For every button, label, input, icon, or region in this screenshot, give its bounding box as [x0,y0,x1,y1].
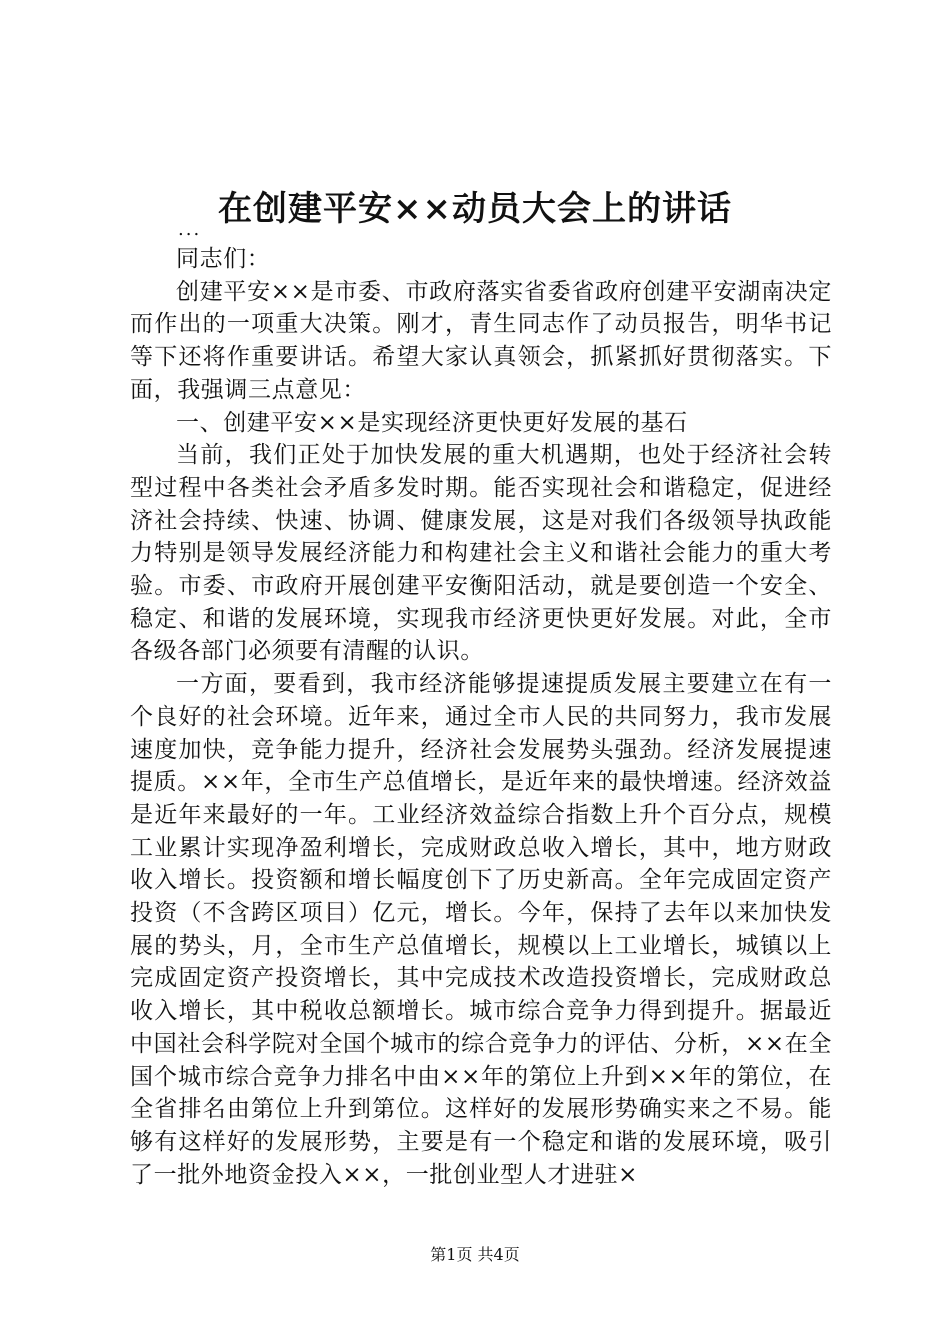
document-body [130,243,832,1191]
body-paragraph: 一方面，要看到，我市经济能够提速提质发展主要建立在有一个良好的社会环境。近年来，通过全市人民的共同努力，我市发展速度加快，竞争能力提升，经济社会发展势头强劲。经济发展提速提质。××年，全市生产总值增长，是近年来的最快增速。经济效益是近年来最好的一年。工业经济效益综合指数上升个百分点，规模工业累计实现净盈利增长，完成财政总收入增长，其中，地方财政收入增长。投资额和增长幅度创下了历史新高。全年完成固定资产投资（不含跨区项目）亿元，增长。今年，保持了去年以来加快发展的势头，月，全市生产总值增长，规模以上工业增长，城镇以上完成固定资产投资增长，其中完成技术改造投资增长，完成财政总收入增长，其中税收总额增长。城市综合竞争力得到提升。据最近中国社会科学院对全国个城市的综合竞争力的评估、分析，××在全国个城市综合竞争力排名中由××年的第位上升到××年的第位，在全省排名由第位上升到第位。这样好的发展形势确实来之不易。能够有这样好的发展形势，主要是有一个稳定和谐的发展环境，吸引了一批外地资金投入××，一批创业型人才进驻× [130,671,832,1188]
page-number-footer: 第1页 共4页 [430,1245,520,1264]
ellipsis-mark: ... [178,219,202,240]
document-title: 在创建平安××动员大会上的讲话 [218,189,732,229]
body-paragraph: 创建平安××是市委、市政府落实省委省政府创建平安湖南决定而作出的一项重大决策。刚才，青生同志作了动员报告，明华书记等下还将作重要讲话。希望大家认真领会，抓紧抓好贯彻落实。下面，我强调三点意见： [130,278,832,403]
body-paragraph: 当前，我们正处于加快发展的重大机遇期，也处于经济社会转型过程中各类社会矛盾多发时期。能否实现社会和谐稳定，促进经济社会持续、快速、协调、健康发展，这是对我们各级领导执政能力特别是领导发展经济能力和构建社会主义和谐社会能力的重大考验。市委、市政府开展创建平安衡阳活动，就是要创造一个安全、稳定、和谐的发展环境，实现我市经济更快更好发展。对此，全市各级各部门必须要有清醒的认识。 [130,442,832,665]
section-heading: 一、创建平安××是实现经济更快更好发展的基石 [176,409,688,436]
salutation: 同志们： [176,246,271,272]
